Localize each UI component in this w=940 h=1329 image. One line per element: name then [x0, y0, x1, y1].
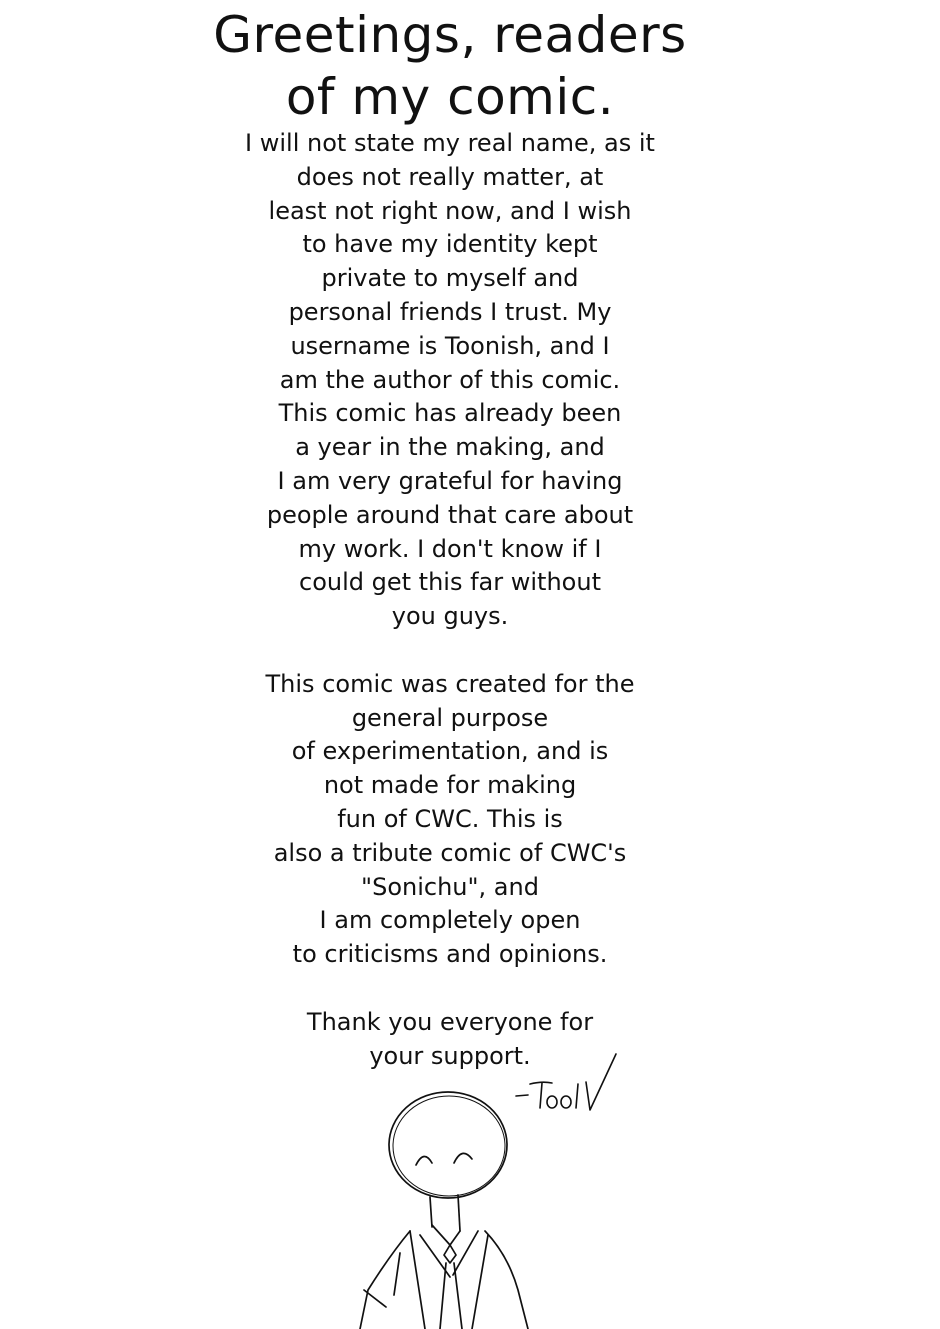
title-line-2: of my comic. [285, 68, 615, 126]
letter-line: not made for making [323, 771, 577, 800]
letter-line: least not right now, and I wish [268, 196, 632, 225]
letter-line: general purpose [351, 703, 549, 732]
letter-line: fun of CWC. This is [337, 804, 563, 833]
letter-line: Thank you everyone for [306, 1007, 594, 1036]
letter-line: my work. I don't know if I [298, 534, 602, 563]
letter-line: of experimentation, and is [291, 737, 609, 766]
letter-line: "Sonichu", and [361, 872, 539, 901]
letter-body [0, 127, 900, 1073]
letter-line: This comic was created for the [265, 669, 635, 698]
letter-line [0, 972, 900, 1006]
letter-line: could get this far without [299, 568, 601, 597]
letter-line [0, 634, 900, 668]
letter-line: to criticisms and opinions. [292, 940, 608, 969]
letter-line: am the author of this comic. [279, 365, 621, 394]
character-illustration-icon [350, 1085, 540, 1329]
letter-line: also a tribute comic of CWC's [273, 838, 627, 867]
title-line-1: Greetings, readers [213, 6, 687, 64]
letter-line: to have my identity kept [302, 230, 598, 259]
letter-line: you guys. [391, 602, 509, 631]
letter-line: private to myself and [321, 264, 579, 293]
letter-line: This comic has already been [278, 399, 622, 428]
letter-line: username is Toonish, and I [290, 331, 610, 360]
letter-line: I will not state my real name, as it [245, 129, 655, 157]
letter-line: people around that care about [266, 500, 634, 529]
letter-line: your support. [369, 1041, 531, 1070]
page-title [0, 4, 900, 128]
letter-line: personal friends I trust. My [288, 297, 612, 326]
letter-line: I am completely open [319, 906, 581, 935]
letter-line: I am very grateful for having [277, 466, 623, 495]
letter-line: does not really matter, at [296, 162, 604, 191]
letter-line: a year in the making, and [295, 433, 605, 462]
